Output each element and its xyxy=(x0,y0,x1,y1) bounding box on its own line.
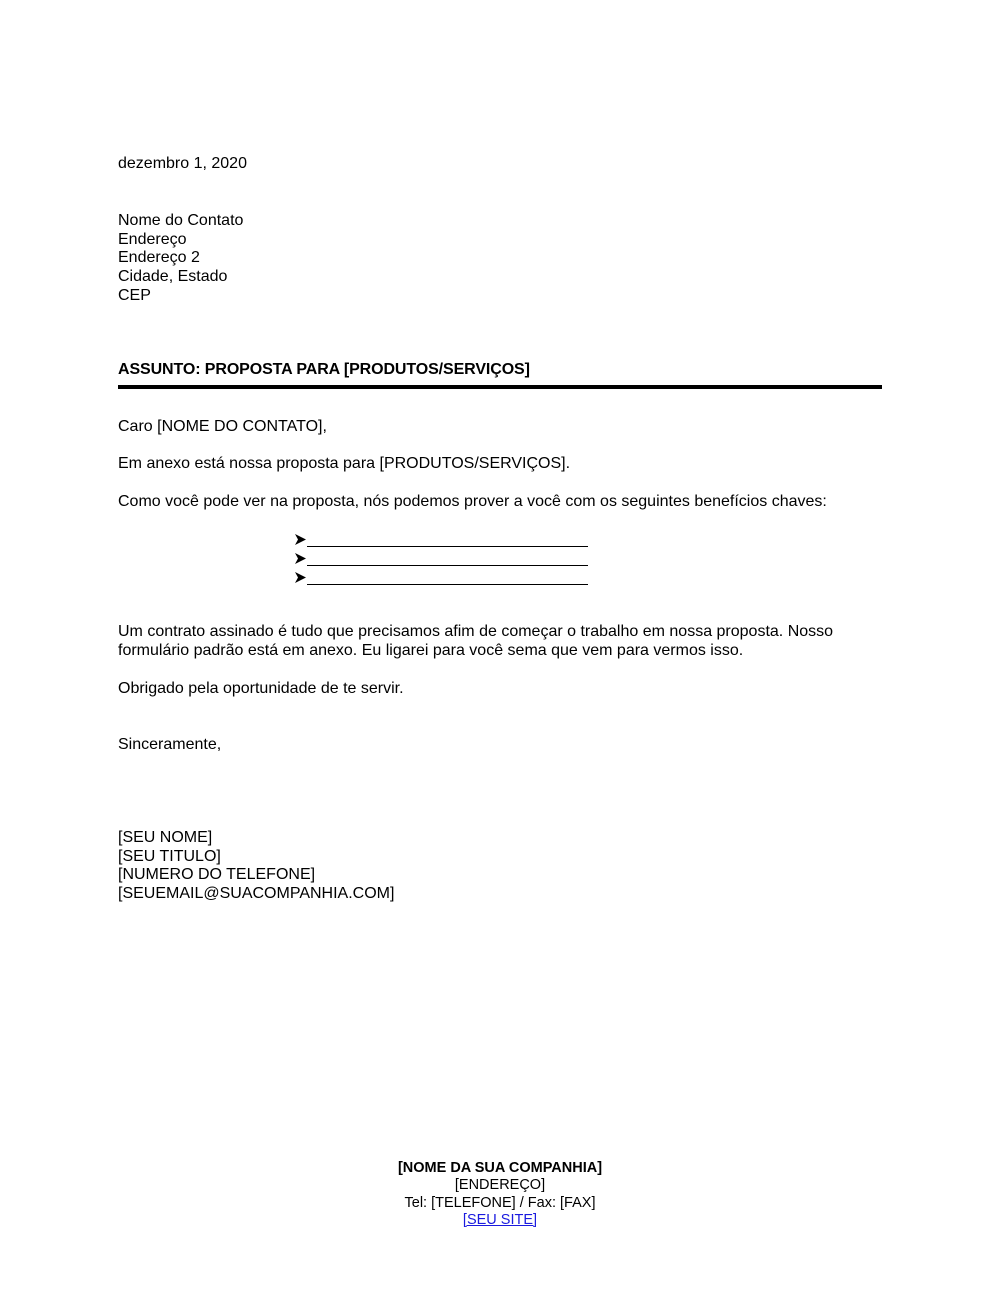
arrow-bullet-icon xyxy=(295,530,307,549)
signature-email: [SEUEMAIL@SUACOMPANHIA.COM] xyxy=(118,885,395,903)
paragraph-contract: Um contrato assinado é tudo que precisamos afim de começar o trabalho em nossa proposta. Nosso formulário padrão está em anexo. Eu ligarei para você sema que vem para vermos isso. xyxy=(118,623,834,659)
benefit-item xyxy=(295,568,588,587)
signature-name: [SEU NOME] xyxy=(118,829,213,846)
closing: Sinceramente, xyxy=(118,736,222,753)
benefit-blank-line xyxy=(307,531,588,547)
recipient-address-line-1: Endereço xyxy=(118,230,187,248)
greeting: Caro [NOME DO CONTATO], xyxy=(118,418,327,435)
signature-block xyxy=(118,829,394,904)
footer-company-name: [NOME DA SUA COMPANHIA] xyxy=(397,1160,603,1176)
recipient-zip: CEP xyxy=(118,286,151,304)
company-footer xyxy=(0,1160,1000,1229)
benefit-blank-line xyxy=(307,550,588,566)
arrow-bullet-icon xyxy=(295,568,307,587)
signature-title: [SEU TITULO] xyxy=(118,847,221,865)
benefit-item xyxy=(295,549,588,568)
recipient-name: Nome do Contato xyxy=(118,212,244,229)
benefit-blank-line xyxy=(307,569,588,585)
paragraph-benefits-intro: Como você pode ver na proposta, nós podemos prover a você com os seguintes benefícios chaves: xyxy=(118,493,827,510)
paragraph-thanks: Obrigado pela oportunidade de te servir. xyxy=(118,680,404,697)
benefit-item xyxy=(295,530,588,549)
recipient-city-state: Cidade, Estado xyxy=(118,268,228,286)
signature-phone: [NUMERO DO TELEFONE] xyxy=(118,866,316,884)
footer-address: [ENDEREÇO] xyxy=(454,1177,546,1194)
letter-date: dezembro 1, 2020 xyxy=(118,155,247,172)
arrow-bullet-icon xyxy=(295,549,307,568)
subject-divider xyxy=(118,385,882,389)
footer-website-link[interactable]: [SEU SITE] xyxy=(462,1211,538,1228)
subject-heading: ASSUNTO: PROPOSTA PARA [PRODUTOS/SERVIÇOS] xyxy=(118,361,530,378)
recipient-address-line-2: Endereço 2 xyxy=(118,249,200,267)
paragraph-attachment: Em anexo está nossa proposta para [PRODUTOS/SERVIÇOS]. xyxy=(118,455,571,472)
footer-contact: Tel: [TELEFONE] / Fax: [FAX] xyxy=(404,1194,596,1211)
recipient-address xyxy=(118,212,243,306)
benefits-list xyxy=(295,530,588,587)
